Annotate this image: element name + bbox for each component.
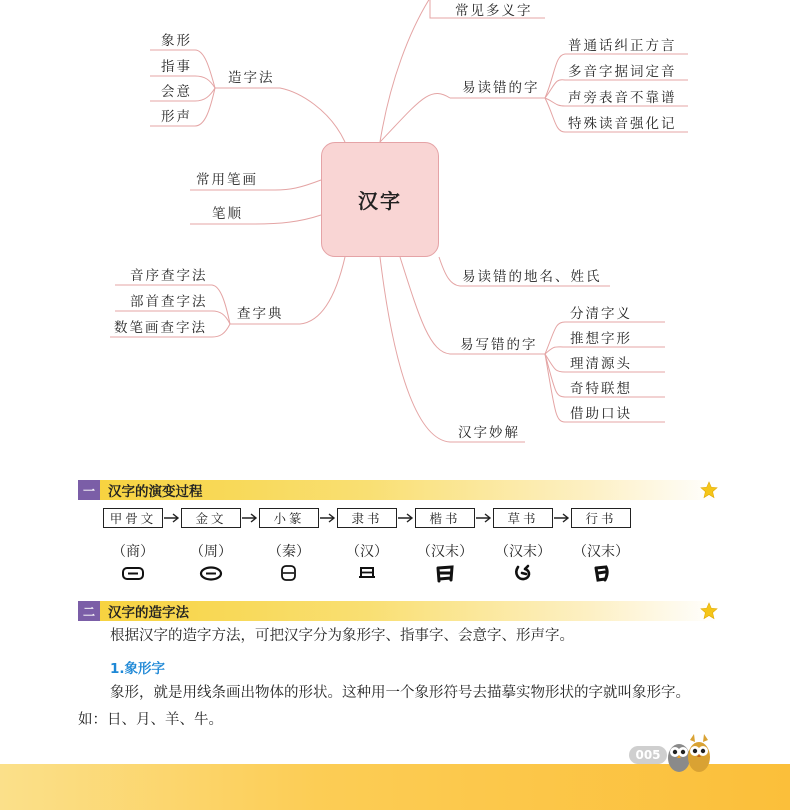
era-label-3: （汉） — [346, 544, 388, 560]
mm-bihua: 常用笔画 — [196, 172, 258, 188]
section2-paragraph-line2: 如：日、月、羊、牛。 — [78, 712, 223, 728]
arrow-right-icon — [553, 511, 571, 525]
mm-zidian: 查字典 — [237, 306, 284, 322]
script-box-0: 甲骨文 — [103, 508, 163, 528]
script-box-1: 金文 — [181, 508, 241, 528]
glyph-xiaozhuan-ri — [276, 563, 302, 583]
arrow-right-icon — [397, 511, 415, 525]
section1-header — [78, 480, 718, 500]
star-icon — [700, 602, 718, 620]
glyph-kaishu-ri — [432, 563, 458, 583]
mm-duoyi: 常见多义字 — [455, 3, 533, 19]
section2-header — [78, 601, 718, 621]
mm-yiducuo-child-3: 特殊读音强化记 — [568, 116, 677, 132]
mm-yixiecuo-child-0: 分清字义 — [570, 306, 632, 322]
mm-yixiecuo: 易写错的字 — [460, 337, 538, 353]
mm-yiducuo-child-2: 声旁表音不靠谱 — [568, 90, 677, 106]
mm-yixiecuo-child-3: 奇特联想 — [570, 381, 632, 397]
era-label-5: （汉末） — [495, 544, 551, 560]
mindmap-center: 汉字 — [321, 142, 439, 257]
section2-subheading: 1.象形字 — [110, 661, 166, 677]
glyph-caoshu-ri — [510, 563, 536, 583]
page-number: 005 — [629, 746, 667, 764]
mm-yixiecuo-child-2: 理清源头 — [570, 356, 632, 372]
section2-number: 二 — [78, 601, 100, 621]
star-icon — [700, 481, 718, 499]
mm-zaozi-child-1: 指事 — [161, 59, 192, 75]
arrow-right-icon — [241, 511, 259, 525]
era-label-1: （周） — [190, 544, 232, 560]
mm-yiducuo: 易读错的字 — [462, 80, 540, 96]
arrow-right-icon — [319, 511, 337, 525]
section1-number: 一 — [78, 480, 100, 500]
era-label-2: （秦） — [268, 544, 310, 560]
mm-zidian-child-1: 部首查字法 — [130, 294, 208, 310]
section2-intro: 根据汉字的造字方法，可把汉字分为象形字、指事字、会意字、形声字。 — [110, 628, 574, 644]
mm-zaozi-child-3: 形声 — [161, 109, 192, 125]
script-box-4: 楷书 — [415, 508, 475, 528]
arrow-right-icon — [163, 511, 181, 525]
mm-zaozi-child-2: 会意 — [161, 84, 192, 100]
mm-yiducuo-child-1: 多音字据词定音 — [568, 64, 677, 80]
era-label-6: （汉末） — [573, 544, 629, 560]
section2-paragraph-line1: 象形，就是用线条画出物体的形状。这种用一个象形符号去描摹实物形状的字就叫象形字。 — [110, 685, 690, 701]
glyph-xingshu-ri — [588, 563, 614, 583]
section2-title: 汉字的造字法 — [108, 605, 189, 621]
mm-zaozi-child-0: 象形 — [161, 33, 192, 49]
script-box-5: 草书 — [493, 508, 553, 528]
mm-miaojie: 汉字妙解 — [458, 425, 520, 441]
era-label-0: （商） — [112, 544, 154, 560]
mm-zidian-child-2: 数笔画查字法 — [114, 320, 207, 336]
mm-yixiecuo-child-1: 推想字形 — [570, 331, 632, 347]
arrow-right-icon — [475, 511, 493, 525]
glyph-lishu-ri — [354, 563, 380, 583]
script-box-2: 小篆 — [259, 508, 319, 528]
mm-zidian-child-0: 音序查字法 — [130, 268, 208, 284]
script-box-3: 隶书 — [337, 508, 397, 528]
mm-yiducuo-child-0: 普通话纠正方言 — [568, 38, 677, 54]
mm-bishun: 笔顺 — [212, 206, 243, 222]
mm-diming: 易读错的地名、姓氏 — [462, 269, 602, 285]
glyph-jinwen-ri — [198, 563, 224, 583]
mm-zaozi: 造字法 — [228, 70, 275, 86]
owl-mascot-icon — [664, 732, 714, 776]
era-label-4: （汉末） — [417, 544, 473, 560]
glyph-jiaguwen-ri — [120, 563, 146, 583]
section1-title: 汉字的演变过程 — [108, 484, 203, 500]
script-box-6: 行书 — [571, 508, 631, 528]
mm-yixiecuo-child-4: 借助口诀 — [570, 406, 632, 422]
